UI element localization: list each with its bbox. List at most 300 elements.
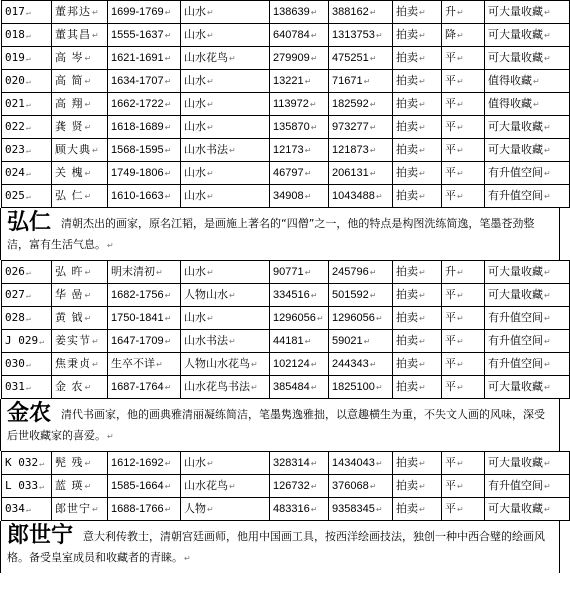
collect-advice <box>485 307 570 330</box>
painter-years-text: 1688-1766 <box>111 502 164 515</box>
price-value-2-text: 1043488 <box>332 189 375 202</box>
cell-mark-icon: ↵ <box>375 191 383 201</box>
sale-mode-text: 拍卖 <box>396 120 418 133</box>
painter-genre <box>181 353 270 376</box>
sale-mode <box>393 376 442 399</box>
price-trend <box>442 353 485 376</box>
sale-mode <box>393 47 442 70</box>
cell-mark-icon: ↵ <box>229 291 236 300</box>
collect-advice-text: 有升值空间 <box>488 311 543 324</box>
collect-advice-text: 有升值空间 <box>488 166 543 179</box>
price-trend <box>442 116 485 139</box>
sale-mode <box>393 70 442 93</box>
painter-years <box>108 498 181 521</box>
painter-no-text: 019 <box>5 51 25 64</box>
painter-genre-text: 山水 <box>184 456 206 469</box>
sale-mode-text: 拍卖 <box>396 166 418 179</box>
sale-mode-text: 拍卖 <box>396 28 418 41</box>
cell-mark-icon: ↵ <box>25 268 31 277</box>
painter-genre <box>181 139 270 162</box>
painter-name-text: 金 农 <box>55 380 84 393</box>
price-value-2 <box>329 139 393 162</box>
collect-advice-text: 有升值空间 <box>488 189 543 202</box>
price-value-1-text: 34908 <box>273 189 304 202</box>
cell-mark-icon: ↵ <box>25 360 31 369</box>
painter-name <box>52 70 108 93</box>
price-trend-text: 升 <box>445 265 456 278</box>
price-value-2 <box>329 284 393 307</box>
paragraph-mark-icon: ↵ <box>107 241 114 250</box>
price-value-1 <box>270 353 329 376</box>
price-value-1 <box>270 116 329 139</box>
painter-no <box>2 185 52 208</box>
painter-no-text: 024 <box>5 166 25 179</box>
price-trend <box>442 47 485 70</box>
painter-genre <box>181 452 270 475</box>
cell-mark-icon: ↵ <box>84 77 93 86</box>
cell-mark-icon: ↵ <box>363 76 371 86</box>
price-trend-text: 平 <box>445 311 456 324</box>
cell-mark-icon: ↵ <box>84 459 93 468</box>
collect-advice <box>485 330 570 353</box>
cell-mark-icon: ↵ <box>25 314 31 323</box>
price-value-2-text: 9358345 <box>332 502 375 515</box>
painter-name-text: 焦秉贞 <box>55 357 91 370</box>
sale-mode-text: 拍卖 <box>396 189 418 202</box>
painter-genre-text: 山水花鸟书法 <box>184 380 250 393</box>
painter-no <box>2 47 52 70</box>
cell-mark-icon: ↵ <box>156 267 163 277</box>
cell-mark-icon: ↵ <box>457 459 464 468</box>
price-trend <box>442 498 485 521</box>
price-value-2 <box>329 1 393 24</box>
sale-mode-text: 拍卖 <box>396 143 418 156</box>
cell-mark-icon: ↵ <box>251 360 258 369</box>
price-value-1 <box>270 498 329 521</box>
price-trend-text: 平 <box>445 97 456 110</box>
painter-name-text: 关 槐 <box>55 166 84 179</box>
bio-text: 意大利传教士，清朝宫廷画师，他用中国画工具，按西洋绘画技法，独创一种中西合璧的绘画风格。备受皇室成员和收藏者的青睐。 <box>7 530 546 564</box>
sale-mode <box>393 185 442 208</box>
painter-years <box>108 47 181 70</box>
price-value-1 <box>270 261 329 284</box>
painter-genre-text: 山水 <box>184 5 206 18</box>
price-trend-text: 平 <box>445 74 456 87</box>
bio-name: 弘仁 <box>7 209 52 235</box>
price-value-2 <box>329 70 393 93</box>
price-value-1 <box>270 93 329 116</box>
price-value-2 <box>329 116 393 139</box>
cell-mark-icon: ↵ <box>419 505 426 514</box>
painter-genre-text: 山水 <box>184 166 206 179</box>
cell-mark-icon: ↵ <box>369 481 377 491</box>
price-trend-text: 平 <box>445 189 456 202</box>
cell-mark-icon: ↵ <box>419 337 426 346</box>
table-row <box>2 376 570 399</box>
cell-mark-icon: ↵ <box>544 383 551 392</box>
painter-name-text: 弘 仁 <box>55 189 84 202</box>
cell-mark-icon: ↵ <box>544 31 551 40</box>
price-trend-text: 平 <box>445 334 456 347</box>
painter-years <box>108 261 181 284</box>
cell-mark-icon: ↵ <box>304 191 312 201</box>
painter-name-text: 董其昌 <box>55 28 91 41</box>
sale-mode-text: 拍卖 <box>396 265 418 278</box>
cell-mark-icon: ↵ <box>310 504 318 514</box>
collect-advice-text: 可大量收藏 <box>488 143 543 156</box>
sale-mode <box>393 353 442 376</box>
painter-years-text: 1634-1707 <box>111 74 164 87</box>
collect-advice <box>485 284 570 307</box>
cell-mark-icon: ↵ <box>419 459 426 468</box>
cell-mark-icon: ↵ <box>419 169 426 178</box>
sale-mode <box>393 116 442 139</box>
painter-years-text: 1750-1841 <box>111 311 164 324</box>
price-value-1 <box>270 185 329 208</box>
painter-no <box>2 452 52 475</box>
sale-mode <box>393 24 442 47</box>
painter-no-text: 025 <box>5 189 25 202</box>
price-trend-text: 平 <box>445 166 456 179</box>
cell-mark-icon: ↵ <box>84 169 93 178</box>
cell-mark-icon: ↵ <box>369 267 377 277</box>
price-trend <box>442 93 485 116</box>
collect-advice-text: 值得收藏 <box>488 74 532 87</box>
cell-mark-icon: ↵ <box>419 54 426 63</box>
painter-years <box>108 353 181 376</box>
price-trend-text: 平 <box>445 51 456 64</box>
price-value-1 <box>270 452 329 475</box>
cell-mark-icon: ↵ <box>544 360 551 369</box>
price-value-2-text: 973277 <box>332 120 369 133</box>
table-row <box>2 70 570 93</box>
cell-mark-icon: ↵ <box>310 30 318 40</box>
price-value-2-text: 388162 <box>332 5 369 18</box>
price-value-2 <box>329 162 393 185</box>
cell-mark-icon: ↵ <box>310 290 318 300</box>
painter-name <box>52 116 108 139</box>
cell-mark-icon: ↵ <box>310 122 318 132</box>
cell-mark-icon: ↵ <box>164 99 172 109</box>
table-row <box>2 1 570 24</box>
price-value-1-text: 102124 <box>273 357 310 370</box>
cell-mark-icon: ↵ <box>207 192 214 201</box>
painter-genre <box>181 162 270 185</box>
painter-no <box>2 498 52 521</box>
painter-genre <box>181 185 270 208</box>
cell-mark-icon: ↵ <box>39 482 44 491</box>
painter-years-text: 1699-1769 <box>111 5 164 18</box>
painter-years-text: 1612-1692 <box>111 456 164 469</box>
price-trend-text: 平 <box>445 456 456 469</box>
painter-no-text: 030 <box>5 357 25 370</box>
painter-name <box>52 47 108 70</box>
cell-mark-icon: ↵ <box>310 7 318 17</box>
cell-mark-icon: ↵ <box>310 458 318 468</box>
price-value-1 <box>270 162 329 185</box>
cell-mark-icon: ↵ <box>457 360 464 369</box>
price-value-2-text: 59021 <box>332 334 363 347</box>
collect-advice <box>485 24 570 47</box>
sale-mode <box>393 1 442 24</box>
painter-genre <box>181 475 270 498</box>
cell-mark-icon: ↵ <box>84 100 93 109</box>
sale-mode-text: 拍卖 <box>396 51 418 64</box>
painter-no <box>2 475 52 498</box>
price-value-1 <box>270 24 329 47</box>
cell-mark-icon: ↵ <box>375 30 383 40</box>
price-value-2 <box>329 47 393 70</box>
painter-no <box>2 70 52 93</box>
price-value-2 <box>329 330 393 353</box>
sale-mode-text: 拍卖 <box>396 479 418 492</box>
cell-mark-icon: ↵ <box>375 458 383 468</box>
table-row <box>2 498 570 521</box>
price-trend <box>442 162 485 185</box>
price-trend <box>442 452 485 475</box>
price-value-2 <box>329 475 393 498</box>
painter-years <box>108 116 181 139</box>
collect-advice-text: 可大量收藏 <box>488 5 543 18</box>
cell-mark-icon: ↵ <box>164 313 172 323</box>
painter-no-text: K 032 <box>5 456 39 469</box>
painter-years <box>108 162 181 185</box>
cell-mark-icon: ↵ <box>544 268 551 277</box>
painter-name <box>52 139 108 162</box>
table-row <box>2 93 570 116</box>
painter-name-text: 华 喦 <box>55 288 84 301</box>
painter-no-text: L 033 <box>5 479 39 492</box>
bio-jinnong <box>0 399 560 451</box>
painter-genre-text: 山水 <box>184 74 206 87</box>
price-value-2-text: 245796 <box>332 265 369 278</box>
cell-mark-icon: ↵ <box>25 169 31 178</box>
painter-years-text: 1568-1595 <box>111 143 164 156</box>
table-row <box>2 353 570 376</box>
painter-no-text: J 029 <box>5 334 39 347</box>
painter-genre <box>181 1 270 24</box>
price-trend <box>442 139 485 162</box>
cell-mark-icon: ↵ <box>310 382 318 392</box>
painter-years <box>108 376 181 399</box>
price-value-1-text: 334516 <box>273 288 310 301</box>
cell-mark-icon: ↵ <box>369 99 377 109</box>
cell-mark-icon: ↵ <box>164 7 172 17</box>
cell-mark-icon: ↵ <box>25 146 31 155</box>
price-trend <box>442 1 485 24</box>
bio-hongren <box>0 208 560 260</box>
cell-mark-icon: ↵ <box>207 8 214 17</box>
cell-mark-icon: ↵ <box>25 8 31 17</box>
painter-no <box>2 284 52 307</box>
cell-mark-icon: ↵ <box>419 482 426 491</box>
price-trend <box>442 307 485 330</box>
painter-no-text: 034 <box>5 502 25 515</box>
price-value-2 <box>329 452 393 475</box>
collect-advice-text: 可大量收藏 <box>488 120 543 133</box>
sale-mode-text: 拍卖 <box>396 334 418 347</box>
painter-years-text: 1647-1709 <box>111 334 164 347</box>
price-value-1-text: 126732 <box>273 479 310 492</box>
cell-mark-icon: ↵ <box>164 290 172 300</box>
collect-advice <box>485 353 570 376</box>
painter-years-text: 1682-1756 <box>111 288 164 301</box>
price-trend <box>442 24 485 47</box>
painter-genre <box>181 330 270 353</box>
cell-mark-icon: ↵ <box>25 505 31 514</box>
painter-name <box>52 452 108 475</box>
cell-mark-icon: ↵ <box>309 99 317 109</box>
price-trend-text: 平 <box>445 502 456 515</box>
painter-name <box>52 307 108 330</box>
cell-mark-icon: ↵ <box>39 337 44 346</box>
cell-mark-icon: ↵ <box>457 482 464 491</box>
table-row <box>2 284 570 307</box>
painter-genre <box>181 284 270 307</box>
cell-mark-icon: ↵ <box>164 76 172 86</box>
cell-mark-icon: ↵ <box>84 291 93 300</box>
collect-advice <box>485 162 570 185</box>
cell-mark-icon: ↵ <box>419 291 426 300</box>
painter-genre <box>181 116 270 139</box>
cell-mark-icon: ↵ <box>457 169 464 178</box>
collect-advice <box>485 47 570 70</box>
painter-no <box>2 307 52 330</box>
cell-mark-icon: ↵ <box>419 100 426 109</box>
cell-mark-icon: ↵ <box>369 145 377 155</box>
painter-no <box>2 24 52 47</box>
painter-name <box>52 261 108 284</box>
cell-mark-icon: ↵ <box>92 31 100 40</box>
cell-mark-icon: ↵ <box>457 505 464 514</box>
painter-years <box>108 70 181 93</box>
bio-langshining <box>0 521 560 573</box>
price-value-2-text: 1434043 <box>332 456 375 469</box>
painter-years-text: 生卒不详 <box>111 357 155 370</box>
cell-mark-icon: ↵ <box>164 336 172 346</box>
sale-mode-text: 拍卖 <box>396 456 418 469</box>
painter-years <box>108 24 181 47</box>
cell-mark-icon: ↵ <box>229 54 236 63</box>
cell-mark-icon: ↵ <box>544 482 551 491</box>
table-row <box>2 139 570 162</box>
painter-genre-text: 山水花鸟 <box>184 51 228 64</box>
painter-years <box>108 307 181 330</box>
sale-mode <box>393 452 442 475</box>
painter-name-text: 黄 钺 <box>55 311 84 324</box>
price-value-1-text: 328314 <box>273 456 310 469</box>
collect-advice-text: 值得收藏 <box>488 97 532 110</box>
sale-mode-text: 拍卖 <box>396 74 418 87</box>
cell-mark-icon: ↵ <box>84 123 93 132</box>
cell-mark-icon: ↵ <box>164 191 172 201</box>
cell-mark-icon: ↵ <box>419 268 426 277</box>
painter-years <box>108 284 181 307</box>
cell-mark-icon: ↵ <box>164 30 172 40</box>
painter-genre-text: 山水书法 <box>184 334 228 347</box>
cell-mark-icon: ↵ <box>207 459 214 468</box>
bio-text: 清代书画家，他的画典雅清丽凝练简洁，笔墨隽逸雅拙，以意趣横生为重，不失文人画的风味，深受后世收藏家的喜爱。 <box>7 408 546 442</box>
painter-name-text: 高 岑 <box>55 51 84 64</box>
cell-mark-icon: ↵ <box>207 268 214 277</box>
price-value-2 <box>329 24 393 47</box>
price-value-1 <box>270 1 329 24</box>
painter-no <box>2 261 52 284</box>
cell-mark-icon: ↵ <box>419 360 426 369</box>
cell-mark-icon: ↵ <box>375 382 383 392</box>
bio-name: 郎世宁 <box>7 522 74 548</box>
painter-years <box>108 452 181 475</box>
cell-mark-icon: ↵ <box>304 76 312 86</box>
cell-mark-icon: ↵ <box>25 77 31 86</box>
cell-mark-icon: ↵ <box>164 458 172 468</box>
painter-no <box>2 93 52 116</box>
collect-advice <box>485 261 570 284</box>
cell-mark-icon: ↵ <box>544 169 551 178</box>
price-value-1 <box>270 139 329 162</box>
painter-no <box>2 353 52 376</box>
cell-mark-icon: ↵ <box>419 8 426 17</box>
collect-advice-text: 可大量收藏 <box>488 28 543 41</box>
price-value-2-text: 1296056 <box>332 311 375 324</box>
price-value-1-text: 640784 <box>273 28 310 41</box>
cell-mark-icon: ↵ <box>544 146 551 155</box>
painter-genre <box>181 307 270 330</box>
painter-name <box>52 284 108 307</box>
table-row <box>2 116 570 139</box>
cell-mark-icon: ↵ <box>207 31 214 40</box>
painter-name-text: 顾大典 <box>55 143 91 156</box>
price-trend-text: 平 <box>445 120 456 133</box>
cell-mark-icon: ↵ <box>156 359 163 369</box>
painter-years-text: 1662-1722 <box>111 97 164 110</box>
cell-mark-icon: ↵ <box>207 100 214 109</box>
painter-years <box>108 475 181 498</box>
painter-no <box>2 330 52 353</box>
cell-mark-icon: ↵ <box>92 505 100 514</box>
cell-mark-icon: ↵ <box>310 53 318 63</box>
price-value-1 <box>270 475 329 498</box>
cell-mark-icon: ↵ <box>92 146 100 155</box>
price-trend-text: 平 <box>445 288 456 301</box>
cell-mark-icon: ↵ <box>544 314 551 323</box>
cell-mark-icon: ↵ <box>25 192 31 201</box>
cell-mark-icon: ↵ <box>92 360 100 369</box>
cell-mark-icon: ↵ <box>363 336 371 346</box>
cell-mark-icon: ↵ <box>164 382 172 392</box>
cell-mark-icon: ↵ <box>25 123 31 132</box>
price-trend-text: 平 <box>445 143 456 156</box>
cell-mark-icon: ↵ <box>25 383 31 392</box>
table-row <box>2 330 570 353</box>
cell-mark-icon: ↵ <box>369 168 377 178</box>
price-value-1 <box>270 330 329 353</box>
cell-mark-icon: ↵ <box>369 290 377 300</box>
cell-mark-icon: ↵ <box>84 268 93 277</box>
painter-name-text: 髡 残 <box>55 456 84 469</box>
cell-mark-icon: ↵ <box>207 314 214 323</box>
cell-mark-icon: ↵ <box>39 459 44 468</box>
cell-mark-icon: ↵ <box>84 383 93 392</box>
cell-mark-icon: ↵ <box>229 146 236 155</box>
cell-mark-icon: ↵ <box>25 31 31 40</box>
collect-advice-text: 可大量收藏 <box>488 288 543 301</box>
price-value-1-text: 385484 <box>273 380 310 393</box>
cell-mark-icon: ↵ <box>457 291 464 300</box>
price-value-1 <box>270 70 329 93</box>
price-value-1-text: 1296056 <box>273 311 316 324</box>
cell-mark-icon: ↵ <box>419 31 426 40</box>
